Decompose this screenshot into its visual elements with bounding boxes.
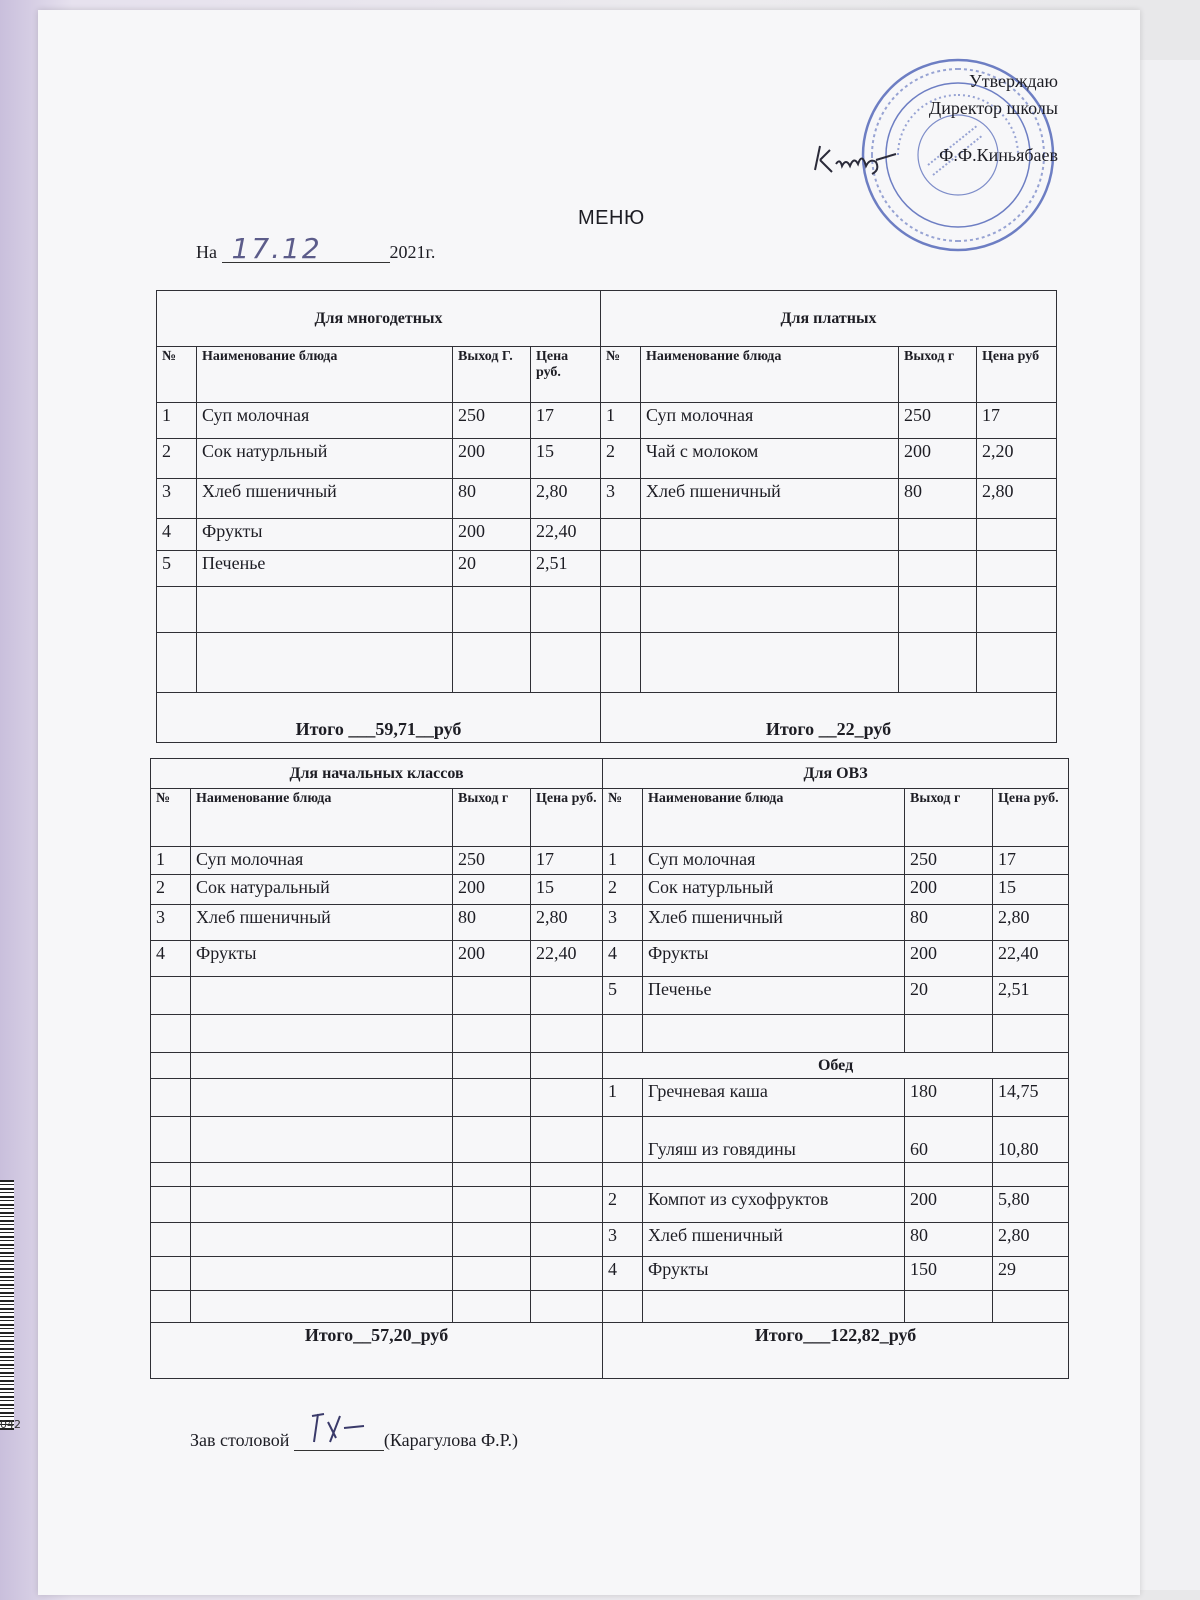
table-cell [993,1015,1069,1053]
table-cell [531,633,601,693]
table-cell: 2,20 [977,439,1057,479]
table-cell: 250 [899,403,977,439]
table-cell: 3 [603,1223,643,1257]
table-cell [191,1187,453,1223]
table-cell: 20 [905,977,993,1015]
table-cell [191,977,453,1015]
table-cell: 1 [603,1079,643,1117]
table-cell: 4 [603,1257,643,1291]
table-cell: 14,75 [993,1079,1069,1117]
table-cell [977,633,1057,693]
table-cell: 22,40 [531,519,601,551]
table-cell [151,977,191,1015]
table-cell [601,587,641,633]
table-cell [643,1163,905,1187]
lunch-title: Обед [603,1053,1069,1079]
table-cell [643,1015,905,1053]
table-cell [453,977,531,1015]
table-cell: Суп молочная [191,847,453,875]
column-header: Наименование блюда [641,347,899,403]
date-blank [222,232,390,265]
table-cell [191,1163,453,1187]
table-cell: 200 [453,941,531,977]
table-cell: 1 [151,847,191,875]
table-cell [977,551,1057,587]
section-total: Итого __22_руб [601,693,1057,743]
table-cell: 2,51 [993,977,1069,1015]
table-cell: 250 [905,847,993,875]
table-cell [191,1291,453,1323]
approval-block [929,68,1058,169]
table-cell: 2,80 [531,479,601,519]
table-cell: Хлеб пшеничный [197,479,453,519]
table-cell: 2,80 [993,1223,1069,1257]
table-cell: 80 [905,905,993,941]
table-cell: Гречневая каша [643,1079,905,1117]
date-line [196,232,436,265]
table-cell [899,587,977,633]
table-cell [905,1163,993,1187]
table-cell [453,633,531,693]
table-cell [531,1291,603,1323]
table-cell: 4 [603,941,643,977]
table-cell [603,1163,643,1187]
table-cell: 2 [603,1187,643,1223]
table-cell: 2 [151,875,191,905]
section-total: Итого___122,82_руб [603,1323,1069,1379]
table-cell [191,1223,453,1257]
column-header: № [601,347,641,403]
table-cell [977,519,1057,551]
table-cell [151,1015,191,1053]
table-cell: Сок натурльный [197,439,453,479]
table-cell: Хлеб пшеничный [641,479,899,519]
menu-table-top [156,290,1057,743]
table-cell: 60 [905,1117,993,1163]
document-title: МЕНЮ [578,207,645,229]
table-cell [531,1079,603,1117]
table-cell: 2 [603,875,643,905]
table-cell [531,1223,603,1257]
column-header: Цена руб. [531,347,601,403]
table-cell: 3 [157,479,197,519]
column-header: Цена руб [977,347,1057,403]
table-cell [603,1015,643,1053]
table-cell: 150 [905,1257,993,1291]
table-cell [197,633,453,693]
table-cell [151,1117,191,1163]
table-cell: Сок натуральный [191,875,453,905]
table-cell [643,1291,905,1323]
table-cell [531,1053,603,1079]
column-header: Наименование блюда [191,789,453,847]
column-header: Выход г [453,789,531,847]
table-cell [603,1117,643,1163]
table-cell: 10,80 [993,1117,1069,1163]
section-total: Итого ___59,71__руб [157,693,601,743]
table-cell: 2,80 [531,905,603,941]
table-cell: 4 [157,519,197,551]
table-cell [157,633,197,693]
column-header: Цена руб. [531,789,603,847]
table-cell: 180 [905,1079,993,1117]
table-cell: Хлеб пшеничный [643,905,905,941]
table-cell [641,551,899,587]
table-cell [453,1257,531,1291]
table-cell: Суп молочная [197,403,453,439]
table-cell [191,1053,453,1079]
table-cell: Хлеб пшеничный [643,1223,905,1257]
section-title: Для платных [601,291,1057,347]
table-cell: 250 [453,847,531,875]
table-cell [453,1163,531,1187]
table-cell [899,519,977,551]
table-cell: 2,80 [993,905,1069,941]
column-header: № [603,789,643,847]
table-cell [993,1163,1069,1187]
handwritten-date: 17.12 [231,232,322,265]
footer-signature-line [190,1430,518,1451]
table-cell: Сок натурльный [643,875,905,905]
document-sheet [38,10,1140,1595]
table-cell [531,587,601,633]
table-cell: 200 [905,1187,993,1223]
table-cell: 1 [157,403,197,439]
table-cell [531,1015,603,1053]
table-cell [453,1223,531,1257]
table-cell [531,977,603,1015]
table-cell: 5,80 [993,1187,1069,1223]
table-cell: 200 [453,519,531,551]
section-title: Для ОВЗ [603,759,1069,789]
table-cell: 2 [157,439,197,479]
table-cell: 3 [151,905,191,941]
table-cell [531,1163,603,1187]
table-cell [157,587,197,633]
column-header: Выход г [905,789,993,847]
table-cell [905,1291,993,1323]
table-cell: Фрукты [191,941,453,977]
approval-position: Директор школы [928,98,1058,118]
table-cell: Суп молочная [643,847,905,875]
barcode-number: 042 [0,1418,21,1431]
table-cell [151,1187,191,1223]
footer-role: Зав столовой [190,1430,290,1450]
table-cell [191,1257,453,1291]
director-signature [810,140,900,180]
table-cell [191,1079,453,1117]
barcode [0,1180,14,1430]
table-cell: Гуляш из говядины [643,1117,905,1163]
table-cell: 22,40 [993,941,1069,977]
table-cell [531,1187,603,1223]
signature-blank [294,1430,384,1451]
table-cell: Чай с молоком [641,439,899,479]
table-cell [453,1187,531,1223]
menu-table-bottom [150,758,1069,1379]
table-cell [601,519,641,551]
table-cell [151,1223,191,1257]
table-cell: Печенье [197,551,453,587]
section-title: Для начальных классов [151,759,603,789]
table-cell: Суп молочная [641,403,899,439]
table-cell: Фрукты [643,1257,905,1291]
column-header: Цена руб. [993,789,1069,847]
footer-name: (Карагулова Ф.Р.) [383,1430,518,1450]
column-header: Наименование блюда [197,347,453,403]
table-cell: 200 [453,875,531,905]
section-title: Для многодетных [157,291,601,347]
table-cell: 2 [601,439,641,479]
table-cell [603,1291,643,1323]
table-cell: 80 [899,479,977,519]
table-cell [151,1079,191,1117]
table-cell: 17 [977,403,1057,439]
table-cell: 3 [603,905,643,941]
table-cell: Компот из сухофруктов [643,1187,905,1223]
table-cell: Фрукты [197,519,453,551]
table-cell [453,587,531,633]
table-cell: Хлеб пшеничный [191,905,453,941]
table-cell: 80 [453,905,531,941]
table-cell [531,1117,603,1163]
section-total: Итого__57,20_руб [151,1323,603,1379]
table-cell: 5 [157,551,197,587]
table-cell: Печенье [643,977,905,1015]
table-cell: 5 [603,977,643,1015]
table-cell [151,1163,191,1187]
table-cell: 4 [151,941,191,977]
table-cell: 200 [899,439,977,479]
table-cell: 20 [453,551,531,587]
director-name: Ф.Ф.Киньябаев [939,145,1058,165]
table-cell [191,1015,453,1053]
approval-line: Утверждаю [968,71,1058,91]
table-cell: 200 [453,439,531,479]
table-cell [151,1257,191,1291]
table-cell [641,633,899,693]
table-cell [531,1257,603,1291]
table-cell [453,1015,531,1053]
table-cell: 2,51 [531,551,601,587]
table-cell: Фрукты [643,941,905,977]
table-cell [905,1015,993,1053]
table-cell: 3 [601,479,641,519]
column-header: Наименование блюда [643,789,905,847]
table-cell: 250 [453,403,531,439]
table-cell [641,519,899,551]
table-cell [641,587,899,633]
column-header: № [151,789,191,847]
table-cell: 80 [453,479,531,519]
table-cell [453,1291,531,1323]
date-prefix: На [196,242,217,262]
table-cell: 1 [601,403,641,439]
table-cell [601,633,641,693]
table-cell: 200 [905,875,993,905]
table-cell [197,587,453,633]
table-cell [151,1053,191,1079]
table-cell [601,551,641,587]
table-cell [453,1053,531,1079]
table-cell: 17 [531,847,603,875]
column-header: Выход г [899,347,977,403]
table-cell [191,1117,453,1163]
table-cell [453,1079,531,1117]
column-header: Выход Г. [453,347,531,403]
table-cell [899,551,977,587]
table-cell: 80 [905,1223,993,1257]
table-cell [453,1117,531,1163]
table-cell: 29 [993,1257,1069,1291]
table-cell: 2,80 [977,479,1057,519]
table-cell: 15 [531,875,603,905]
table-cell [151,1291,191,1323]
table-cell: 17 [531,403,601,439]
table-cell: 1 [603,847,643,875]
canteen-head-signature [294,1408,374,1448]
table-cell [993,1291,1069,1323]
table-cell: 200 [905,941,993,977]
table-cell [899,633,977,693]
column-header: № [157,347,197,403]
table-cell: 17 [993,847,1069,875]
table-cell: 22,40 [531,941,603,977]
table-cell [977,587,1057,633]
date-year: 2021г. [389,242,436,262]
table-cell: 15 [531,439,601,479]
table-cell: 15 [993,875,1069,905]
